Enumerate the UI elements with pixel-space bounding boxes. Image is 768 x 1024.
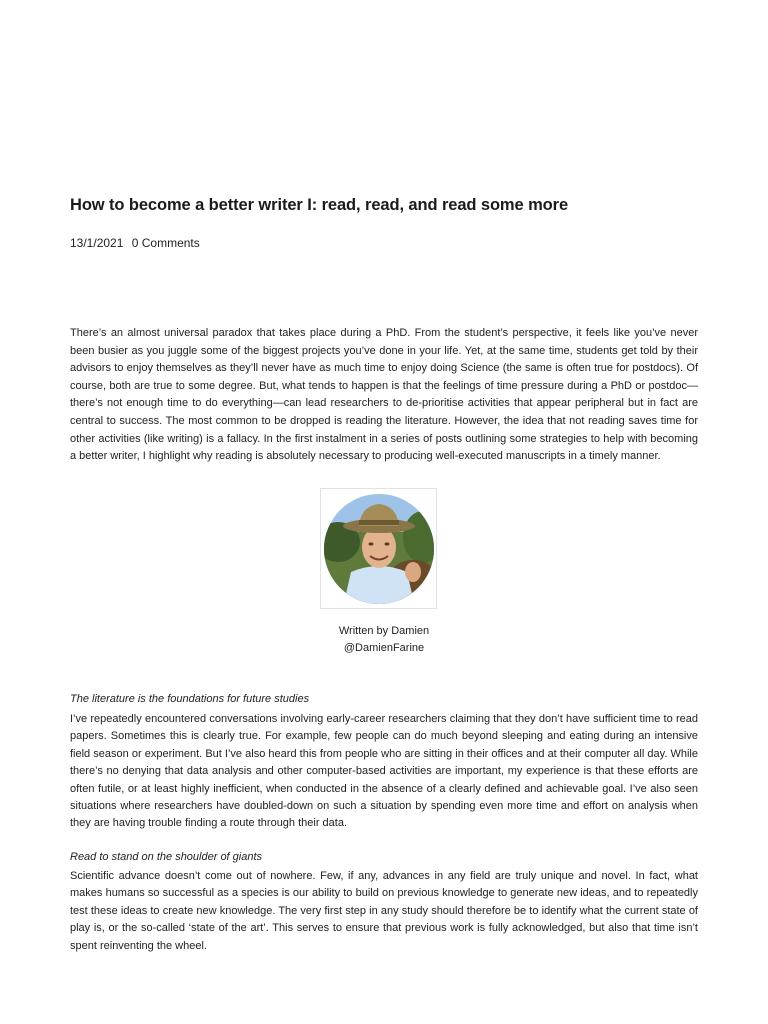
post-meta [70, 236, 200, 250]
post-title: How to become a better writer I: read, read, and read some more [70, 196, 569, 214]
section-heading-giants: Read to stand on the shoulder of giants [70, 851, 263, 863]
intro-paragraph: There’s an almost universal paradox that takes place during a PhD. From the student’s perspective, it feels like you’ve never been busier as you juggle some of the biggest projects you’ve done in your life. Yet, at the same time, students get told by their advisors to enjoy themselves as they’ll never have as much time to enjoy doing Science (the same is often true for postdocs). Of course, both are true to some degree. But, what tends to happen is that the feelings of time pressure during a PhD or postdoc—there’s not enough time to do everything—can lead researchers to de-prioritise activities that appear peripheral but in fact are central to success. The most common to be dropped is reading the literature. However, the idea that not reading saves time for other activities (like writing) is a fallacy. In the first instalment in a series of posts outlining some strategies to help with becoming a better writer, I highlight why reading is absolutely necessary to producing well-executed manuscripts in a timely manner. [70, 327, 698, 463]
author-byline [284, 623, 484, 657]
comments-link[interactable]: 0 Comments [131, 236, 200, 250]
section-body-literature: I’ve repeatedly encountered conversations involving early-career researchers claiming that they don’t have sufficient time to read papers. Sometimes this is clearly true. For example, few people can do much beyond sleeping and eating during an intensive field season or experiment. But I’ve also heard this from people who are sitting in their offices and at their computer all day. While there’s no denying that data analysis and other computer-based activities are important, my experience is that these efforts are often futile, or at least highly inefficient, when conducted in the absence of a clearly defined and achievable goal. I’ve also seen situations where researchers have doubled-down on such a situation by spending even more time and effort on analysis when they are having trouble finding a route through their data. [70, 713, 698, 830]
post-date: 13/1/2021 [70, 236, 124, 250]
section-heading-literature: The literature is the foundations for future studies [70, 693, 310, 705]
author-name: Written by Damien [338, 625, 430, 637]
author-photo-frame [320, 488, 437, 609]
author-handle: @DamienFarine [343, 642, 425, 654]
section-body-giants: Scientific advance doesn’t come out of nowhere. Few, if any, advances in any field are truly unique and novel. In fact, what makes humans so successful as a species is our ability to build on previous knowledge to generate new ideas, and to repeatedly test these ideas to create new knowledge. The very first step in any study should therefore be to identify what the current state of play is, or the so-called ‘state of the art’. This serves to ensure that previous work is fully acknowledged, but also that time isn’t spent reinventing the wheel. [70, 870, 698, 952]
author-photo [323, 492, 435, 607]
